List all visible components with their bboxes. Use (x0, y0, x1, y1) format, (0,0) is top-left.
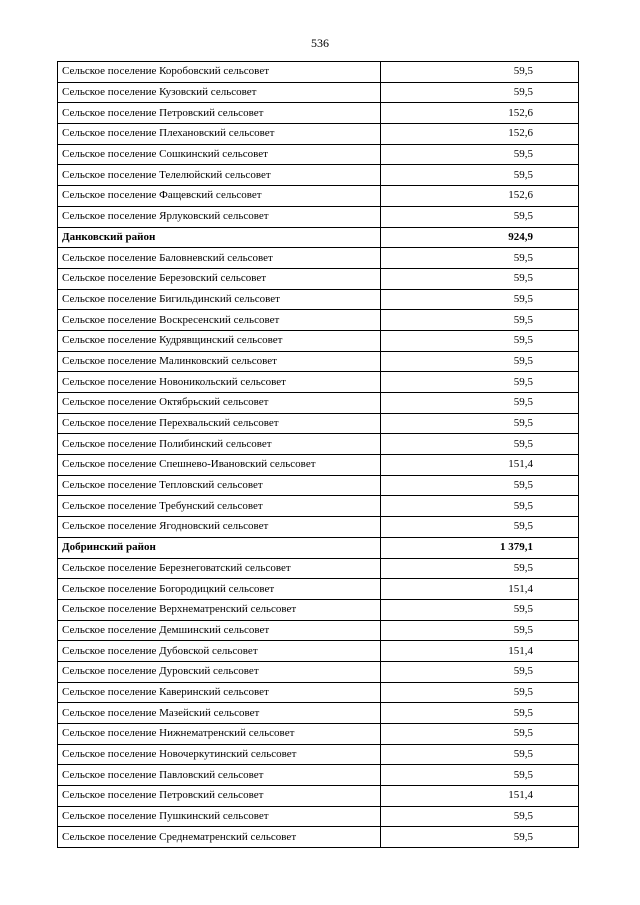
page-number: 536 (311, 36, 329, 50)
table-row (58, 310, 579, 331)
district-total-value: 1 379,1 (381, 537, 579, 558)
amount-value: 59,5 (381, 351, 579, 372)
amount-value: 59,5 (381, 248, 579, 269)
table-row (58, 496, 579, 517)
amount-value: 151,4 (381, 455, 579, 476)
table-row (58, 475, 579, 496)
settlement-name: Сельское поселение Нижнематренский сельсовет (58, 724, 381, 745)
amount-value: 59,5 (381, 682, 579, 703)
amount-value: 59,5 (381, 724, 579, 745)
settlement-name: Сельское поселение Тепловский сельсовет (58, 475, 381, 496)
settlement-name: Сельское поселение Коробовский сельсовет (58, 62, 381, 83)
table-row (58, 186, 579, 207)
table-row (58, 434, 579, 455)
table-row (58, 806, 579, 827)
amount-value: 59,5 (381, 496, 579, 517)
budget-table (57, 61, 579, 848)
amount-value: 59,5 (381, 517, 579, 538)
district-total-row (58, 227, 579, 248)
amount-value: 59,5 (381, 289, 579, 310)
settlement-name: Сельское поселение Дубовской сельсовет (58, 641, 381, 662)
settlement-name: Сельское поселение Кудрявщинский сельсовет (58, 330, 381, 351)
table-row (58, 599, 579, 620)
amount-value: 59,5 (381, 268, 579, 289)
settlement-name: Сельское поселение Полибинский сельсовет (58, 434, 381, 455)
table-row (58, 455, 579, 476)
settlement-name: Сельское поселение Среднематренский сельсовет (58, 827, 381, 848)
table-row (58, 517, 579, 538)
settlement-name: Сельское поселение Ягодновский сельсовет (58, 517, 381, 538)
settlement-name: Сельское поселение Мазейский сельсовет (58, 703, 381, 724)
amount-value: 151,4 (381, 641, 579, 662)
amount-value: 59,5 (381, 434, 579, 455)
table-row (58, 703, 579, 724)
table-row (58, 413, 579, 434)
amount-value: 59,5 (381, 703, 579, 724)
table-row (58, 330, 579, 351)
table-row (58, 558, 579, 579)
table-row (58, 827, 579, 848)
amount-value: 152,6 (381, 103, 579, 124)
amount-value: 59,5 (381, 372, 579, 393)
settlement-name: Сельское поселение Ярлуковский сельсовет (58, 206, 381, 227)
table-row (58, 786, 579, 807)
settlement-name: Сельское поселение Березнеговатский сельсовет (58, 558, 381, 579)
table-row (58, 765, 579, 786)
table-row (58, 682, 579, 703)
table-row (58, 268, 579, 289)
table-row (58, 620, 579, 641)
settlement-name: Сельское поселение Верхнематренский сельсовет (58, 599, 381, 620)
amount-value: 59,5 (381, 599, 579, 620)
amount-value: 152,6 (381, 124, 579, 145)
amount-value: 59,5 (381, 330, 579, 351)
table-row (58, 579, 579, 600)
table-row (58, 393, 579, 414)
settlement-name: Сельское поселение Пушкинский сельсовет (58, 806, 381, 827)
settlement-name: Сельское поселение Требунский сельсовет (58, 496, 381, 517)
district-total-value: 924,9 (381, 227, 579, 248)
settlement-name: Сельское поселение Петровский сельсовет (58, 103, 381, 124)
table-row (58, 248, 579, 269)
settlement-name: Сельское поселение Перехвальский сельсовет (58, 413, 381, 434)
settlement-name: Сельское поселение Павловский сельсовет (58, 765, 381, 786)
table-row (58, 372, 579, 393)
settlement-name: Сельское поселение Бигильдинский сельсовет (58, 289, 381, 310)
amount-value: 59,5 (381, 62, 579, 83)
amount-value: 59,5 (381, 558, 579, 579)
settlement-name: Сельское поселение Плехановский сельсовет (58, 124, 381, 145)
settlement-name: Сельское поселение Новочеркутинский сельсовет (58, 744, 381, 765)
amount-value: 59,5 (381, 661, 579, 682)
table-row (58, 165, 579, 186)
amount-value: 59,5 (381, 82, 579, 103)
settlement-name: Сельское поселение Березовский сельсовет (58, 268, 381, 289)
settlement-name: Сельское поселение Дуровский сельсовет (58, 661, 381, 682)
amount-value: 151,4 (381, 786, 579, 807)
table-row (58, 351, 579, 372)
settlement-name: Сельское поселение Новоникольский сельсовет (58, 372, 381, 393)
district-name: Добринский район (58, 537, 381, 558)
table-row (58, 724, 579, 745)
amount-value: 59,5 (381, 744, 579, 765)
table-row (58, 206, 579, 227)
table-row (58, 124, 579, 145)
amount-value: 59,5 (381, 620, 579, 641)
table-row (58, 289, 579, 310)
table-body (58, 62, 579, 848)
settlement-name: Сельское поселение Каверинский сельсовет (58, 682, 381, 703)
amount-value: 59,5 (381, 475, 579, 496)
settlement-name: Сельское поселение Спешнево-Ивановский сельсовет (58, 455, 381, 476)
amount-value: 151,4 (381, 579, 579, 600)
amount-value: 59,5 (381, 206, 579, 227)
amount-value: 59,5 (381, 827, 579, 848)
settlement-name: Сельское поселение Баловневский сельсовет (58, 248, 381, 269)
table-row (58, 744, 579, 765)
settlement-name: Сельское поселение Демшинский сельсовет (58, 620, 381, 641)
settlement-name: Сельское поселение Воскресенский сельсовет (58, 310, 381, 331)
district-name: Данковский район (58, 227, 381, 248)
amount-value: 59,5 (381, 765, 579, 786)
table-row (58, 641, 579, 662)
amount-value: 59,5 (381, 393, 579, 414)
settlement-name: Сельское поселение Телелюйский сельсовет (58, 165, 381, 186)
table-row (58, 144, 579, 165)
table-row (58, 661, 579, 682)
table-row (58, 62, 579, 83)
settlement-name: Сельское поселение Кузовский сельсовет (58, 82, 381, 103)
amount-value: 59,5 (381, 165, 579, 186)
settlement-name: Сельское поселение Петровский сельсовет (58, 786, 381, 807)
district-total-row (58, 537, 579, 558)
settlement-name: Сельское поселение Малинковский сельсовет (58, 351, 381, 372)
settlement-name: Сельское поселение Богородицкий сельсовет (58, 579, 381, 600)
settlement-name: Сельское поселение Сошкинский сельсовет (58, 144, 381, 165)
amount-value: 59,5 (381, 310, 579, 331)
amount-value: 59,5 (381, 144, 579, 165)
amount-value: 59,5 (381, 806, 579, 827)
amount-value: 152,6 (381, 186, 579, 207)
table-row (58, 82, 579, 103)
settlement-name: Сельское поселение Октябрьский сельсовет (58, 393, 381, 414)
amount-value: 59,5 (381, 413, 579, 434)
table-row (58, 103, 579, 124)
settlement-name: Сельское поселение Фащевский сельсовет (58, 186, 381, 207)
